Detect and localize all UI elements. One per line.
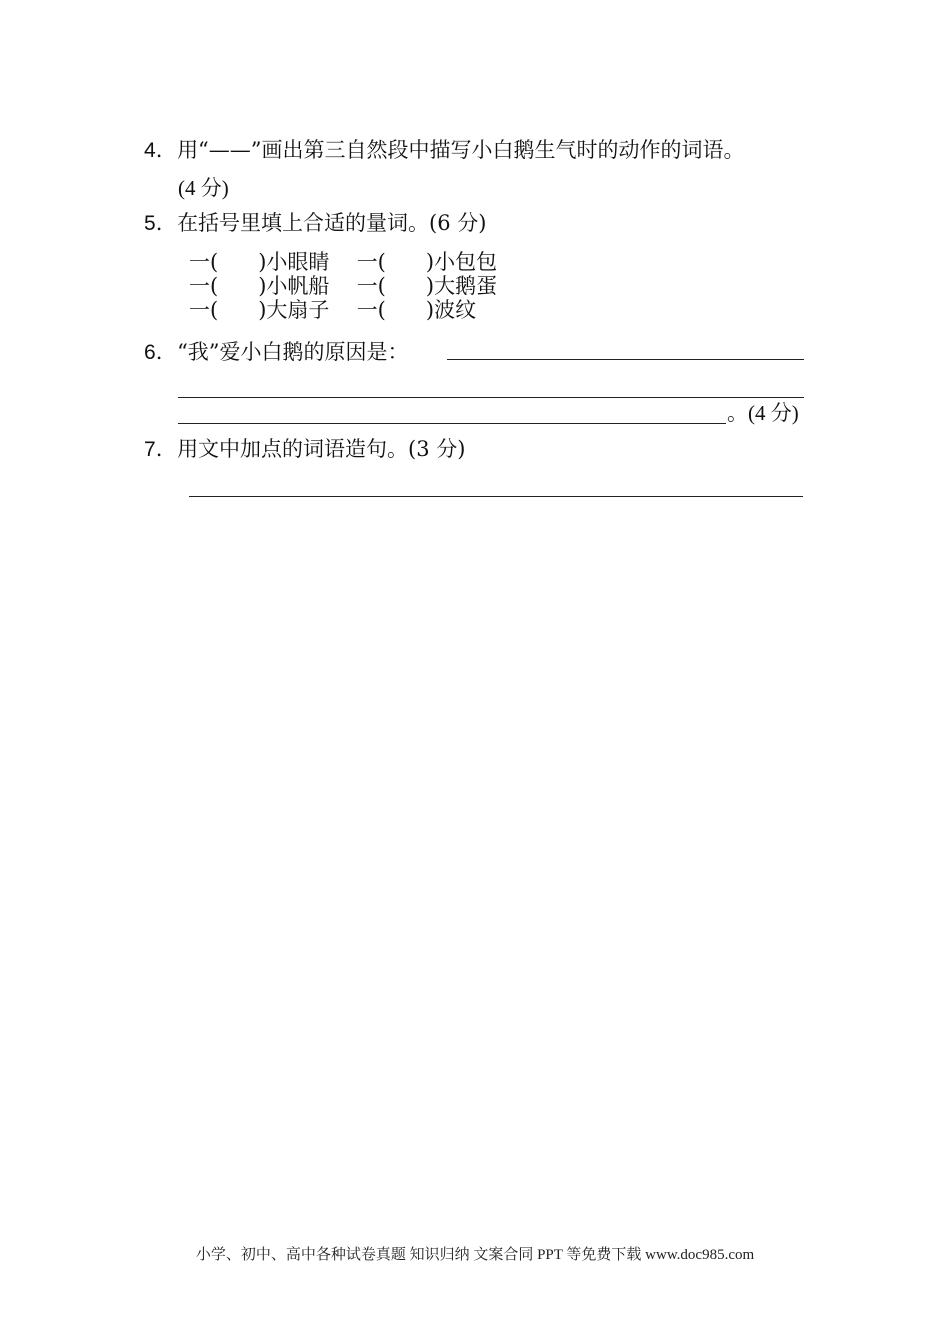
- measure-word-row-2: [189, 274, 497, 298]
- question-7-number: 7: [144, 438, 156, 461]
- question-7: [144, 435, 465, 464]
- item-prefix: 一(: [356, 250, 386, 274]
- measure-word-item: [189, 298, 350, 322]
- question-5: [144, 209, 486, 238]
- item-suffix: )波纹: [425, 298, 477, 322]
- question-6-score: 。(4 分): [727, 401, 799, 425]
- item-suffix: )小包包: [425, 250, 498, 274]
- answer-line[interactable]: [447, 359, 804, 360]
- item-prefix: 一(: [189, 250, 219, 274]
- question-5-text: 在括号里填上合适的量词。(6 分): [177, 211, 487, 235]
- item-prefix: 一(: [356, 298, 386, 322]
- item-prefix: 一(: [356, 274, 386, 298]
- question-6-separator: .: [155, 340, 163, 364]
- question-6-number: 6: [144, 341, 156, 364]
- measure-word-row-3: [189, 298, 476, 322]
- question-6: [144, 338, 409, 367]
- item-suffix: )大扇子: [258, 298, 330, 322]
- question-5-number: 5: [144, 212, 156, 235]
- answer-line[interactable]: [178, 423, 726, 424]
- measure-word-item: [357, 274, 497, 298]
- item-prefix: 一(: [189, 274, 219, 298]
- question-4-score: (4 分): [178, 176, 229, 200]
- measure-word-item: [357, 298, 476, 322]
- question-7-text: 用文中加点的词语造句。(3 分): [177, 437, 466, 461]
- answer-line[interactable]: [189, 496, 803, 497]
- question-5-separator: .: [155, 211, 163, 235]
- question-4-number: 4: [144, 139, 156, 162]
- measure-word-item: [357, 250, 497, 274]
- item-prefix: 一(: [189, 298, 219, 322]
- question-4: [144, 136, 745, 165]
- item-suffix: )大鹅蛋: [425, 274, 498, 298]
- item-suffix: )小帆船: [258, 274, 330, 298]
- measure-word-item: [189, 250, 350, 274]
- page-footer: 小学、初中、高中各种试卷真题 知识归纳 文案合同 PPT 等免费下载 www.doc985.com: [195, 1247, 755, 1263]
- question-6-text: “我”爱小白鹅的原因是：: [177, 340, 409, 364]
- question-7-separator: .: [155, 437, 163, 461]
- question-4-text: 用“——”画出第三自然段中描写小白鹅生气时的动作的词语。: [177, 138, 745, 162]
- question-4-separator: .: [155, 138, 163, 162]
- measure-word-row-1: [189, 250, 497, 274]
- answer-line[interactable]: [178, 397, 804, 398]
- measure-word-item: [189, 274, 350, 298]
- item-suffix: )小眼睛: [258, 250, 330, 274]
